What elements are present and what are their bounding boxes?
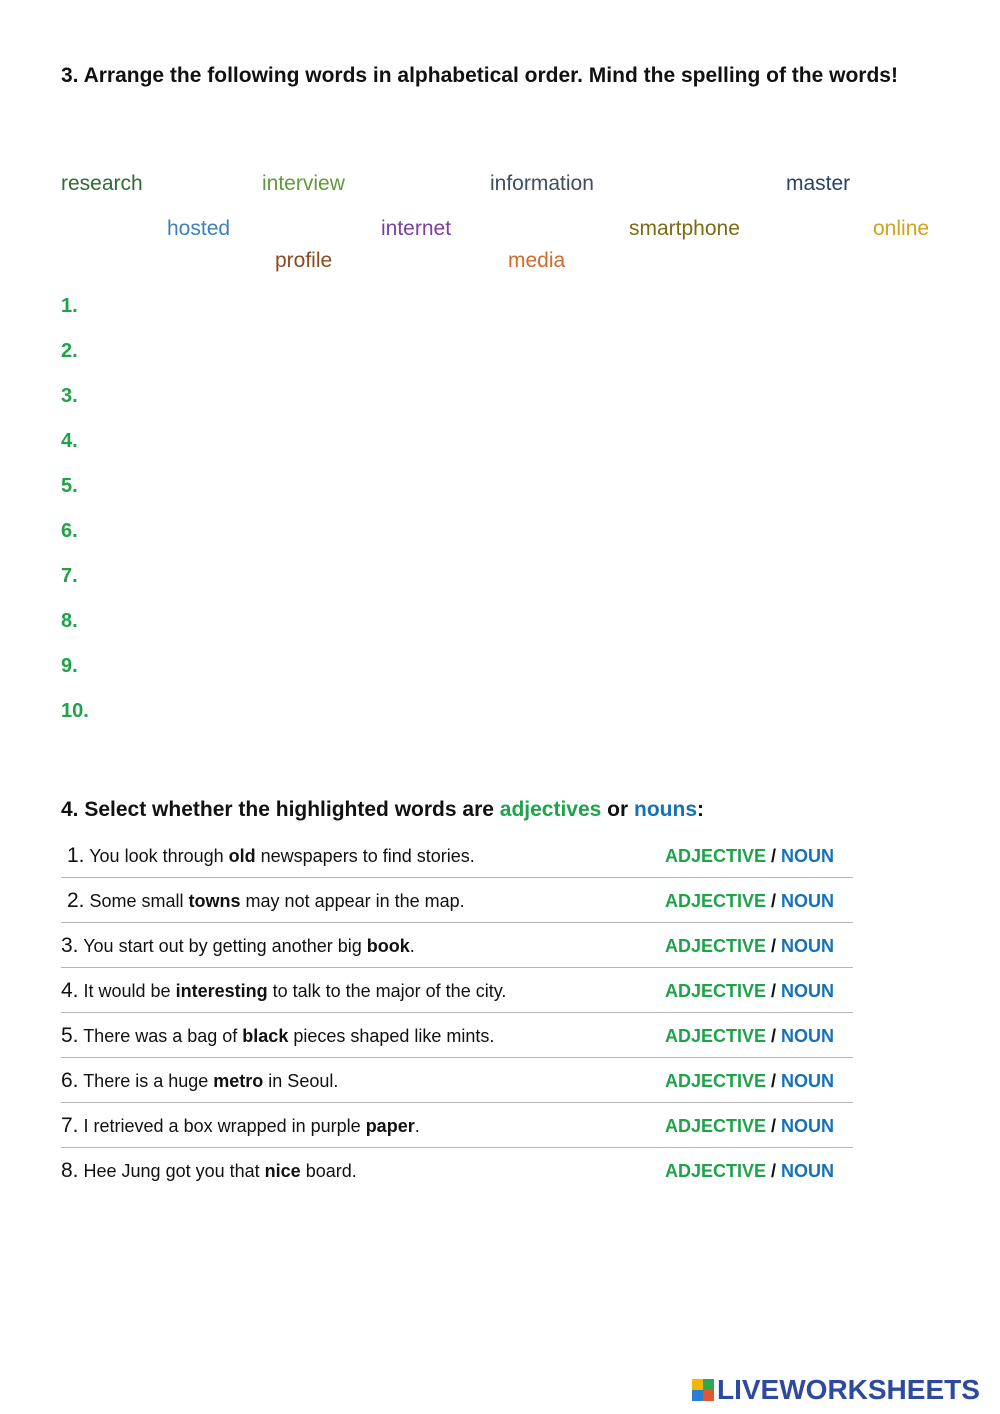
question-row bbox=[61, 834, 853, 878]
sentence-end: board. bbox=[300, 1161, 357, 1181]
answer-number-6: 6. bbox=[61, 520, 78, 542]
adjective-option[interactable]: ADJECTIVE bbox=[665, 846, 767, 866]
adjective-option[interactable]: ADJECTIVE bbox=[665, 1116, 767, 1136]
question-number: 3. bbox=[61, 934, 79, 957]
answer-choice bbox=[665, 979, 834, 1003]
question-number: 8. bbox=[61, 1159, 79, 1182]
sentence-start: You start out by getting another big bbox=[78, 936, 367, 956]
row-divider bbox=[61, 1012, 853, 1013]
row-divider bbox=[61, 967, 853, 968]
logo-text: LIVEWORKSHEETS bbox=[717, 1374, 980, 1405]
exercise-3-heading: 3. Arrange the following words in alphabetical order. Mind the spelling of the words! bbox=[61, 64, 898, 87]
adjective-option[interactable]: ADJECTIVE bbox=[665, 891, 767, 911]
question-sentence bbox=[61, 979, 506, 1003]
sentence-end: . bbox=[409, 936, 415, 956]
option-separator: / bbox=[766, 1026, 782, 1046]
highlighted-word: interesting bbox=[175, 981, 268, 1001]
answer-number-10: 10. bbox=[61, 700, 89, 722]
logo-icon bbox=[692, 1379, 714, 1401]
question-sentence bbox=[67, 844, 475, 868]
answer-choice bbox=[665, 844, 834, 868]
option-separator: / bbox=[766, 1116, 782, 1136]
sentence-start: There is a huge bbox=[78, 1071, 214, 1091]
question-sentence bbox=[61, 1114, 420, 1138]
answer-choice bbox=[665, 1069, 834, 1093]
option-separator: / bbox=[766, 981, 782, 1001]
heading-colon: : bbox=[697, 798, 705, 821]
answer-choice bbox=[665, 934, 834, 958]
adjective-option[interactable]: ADJECTIVE bbox=[665, 1161, 767, 1181]
heading-text: 4. Select whether the highlighted words are bbox=[61, 798, 500, 821]
question-row bbox=[61, 969, 853, 1013]
noun-option[interactable]: NOUN bbox=[781, 846, 835, 866]
answer-choice bbox=[665, 1114, 834, 1138]
adjective-option[interactable]: ADJECTIVE bbox=[665, 936, 767, 956]
sentence-start: There was a bag of bbox=[78, 1026, 243, 1046]
row-divider bbox=[61, 1057, 853, 1058]
sentence-end: pieces shaped like mints. bbox=[288, 1026, 495, 1046]
liveworksheets-logo bbox=[692, 1374, 980, 1406]
word-2: information bbox=[490, 172, 594, 195]
question-row bbox=[61, 1059, 853, 1103]
answer-number-8: 8. bbox=[61, 610, 78, 632]
option-separator: / bbox=[766, 1071, 782, 1091]
highlighted-word: black bbox=[242, 1026, 289, 1046]
option-separator: / bbox=[766, 936, 782, 956]
question-row bbox=[61, 879, 853, 923]
word-7: online bbox=[873, 217, 930, 240]
noun-option[interactable]: NOUN bbox=[781, 891, 835, 911]
question-sentence bbox=[61, 1069, 338, 1093]
word-4: hosted bbox=[167, 217, 231, 240]
sentence-end: newspapers to find stories. bbox=[255, 846, 475, 866]
answer-number-4: 4. bbox=[61, 430, 78, 452]
heading-or: or bbox=[601, 798, 635, 821]
sentence-end: in Seoul. bbox=[263, 1071, 339, 1091]
sentence-end: may not appear in the map. bbox=[240, 891, 465, 911]
adjective-option[interactable]: ADJECTIVE bbox=[665, 1026, 767, 1046]
heading-nouns: nouns bbox=[634, 798, 698, 821]
question-row bbox=[61, 1104, 853, 1148]
highlighted-word: metro bbox=[213, 1071, 264, 1091]
option-separator: / bbox=[766, 846, 782, 866]
row-divider bbox=[61, 922, 853, 923]
highlighted-word: towns bbox=[188, 891, 241, 911]
sentence-start: Some small bbox=[84, 891, 189, 911]
question-number: 6. bbox=[61, 1069, 79, 1092]
sentence-start: You look through bbox=[84, 846, 229, 866]
option-separator: / bbox=[766, 891, 782, 911]
answer-number-7: 7. bbox=[61, 565, 78, 587]
question-sentence bbox=[67, 889, 465, 913]
sentence-start: Hee Jung got you that bbox=[78, 1161, 265, 1181]
row-divider bbox=[61, 877, 853, 878]
highlighted-word: book bbox=[366, 936, 410, 956]
adjective-option[interactable]: ADJECTIVE bbox=[665, 1071, 767, 1091]
highlighted-word: old bbox=[228, 846, 256, 866]
question-sentence bbox=[61, 934, 415, 958]
question-sentence bbox=[61, 1159, 357, 1183]
answer-number-2: 2. bbox=[61, 340, 78, 362]
noun-option[interactable]: NOUN bbox=[781, 936, 835, 956]
exercise-4-heading bbox=[61, 794, 704, 826]
word-5: internet bbox=[381, 217, 452, 240]
answer-choice bbox=[665, 889, 834, 913]
adjective-option[interactable]: ADJECTIVE bbox=[665, 981, 767, 1001]
answer-number-3: 3. bbox=[61, 385, 78, 407]
highlighted-word: paper bbox=[365, 1116, 415, 1136]
question-row bbox=[61, 1149, 853, 1193]
answer-choice bbox=[665, 1159, 834, 1183]
answer-number-1: 1. bbox=[61, 295, 78, 317]
row-divider bbox=[61, 1102, 853, 1103]
row-divider bbox=[61, 1147, 853, 1148]
sentence-start: It would be bbox=[78, 981, 176, 1001]
noun-option[interactable]: NOUN bbox=[781, 1116, 835, 1136]
sentence-end: to talk to the major of the city. bbox=[267, 981, 507, 1001]
word-6: smartphone bbox=[629, 217, 740, 240]
answer-choice bbox=[665, 1024, 834, 1048]
question-number: 7. bbox=[61, 1114, 79, 1137]
sentence-end: . bbox=[414, 1116, 420, 1136]
word-9: media bbox=[508, 249, 566, 272]
question-number: 5. bbox=[61, 1024, 79, 1047]
question-number: 2. bbox=[67, 889, 85, 912]
noun-option[interactable]: NOUN bbox=[781, 981, 835, 1001]
question-sentence bbox=[61, 1024, 494, 1048]
answer-number-5: 5. bbox=[61, 475, 78, 497]
question-row bbox=[61, 924, 853, 968]
sentence-start: I retrieved a box wrapped in purple bbox=[78, 1116, 366, 1136]
noun-option[interactable]: NOUN bbox=[781, 1071, 835, 1091]
noun-option[interactable]: NOUN bbox=[781, 1161, 835, 1181]
question-row bbox=[61, 1014, 853, 1058]
noun-option[interactable]: NOUN bbox=[781, 1026, 835, 1046]
question-number: 4. bbox=[61, 979, 79, 1002]
word-8: profile bbox=[275, 249, 333, 272]
heading-adjectives: adjectives bbox=[499, 798, 602, 821]
word-0: research bbox=[61, 172, 143, 195]
question-number: 1. bbox=[67, 844, 85, 867]
word-3: master bbox=[786, 172, 851, 195]
highlighted-word: nice bbox=[264, 1161, 301, 1181]
option-separator: / bbox=[766, 1161, 782, 1181]
word-1: interview bbox=[262, 172, 345, 195]
answer-number-9: 9. bbox=[61, 655, 78, 677]
